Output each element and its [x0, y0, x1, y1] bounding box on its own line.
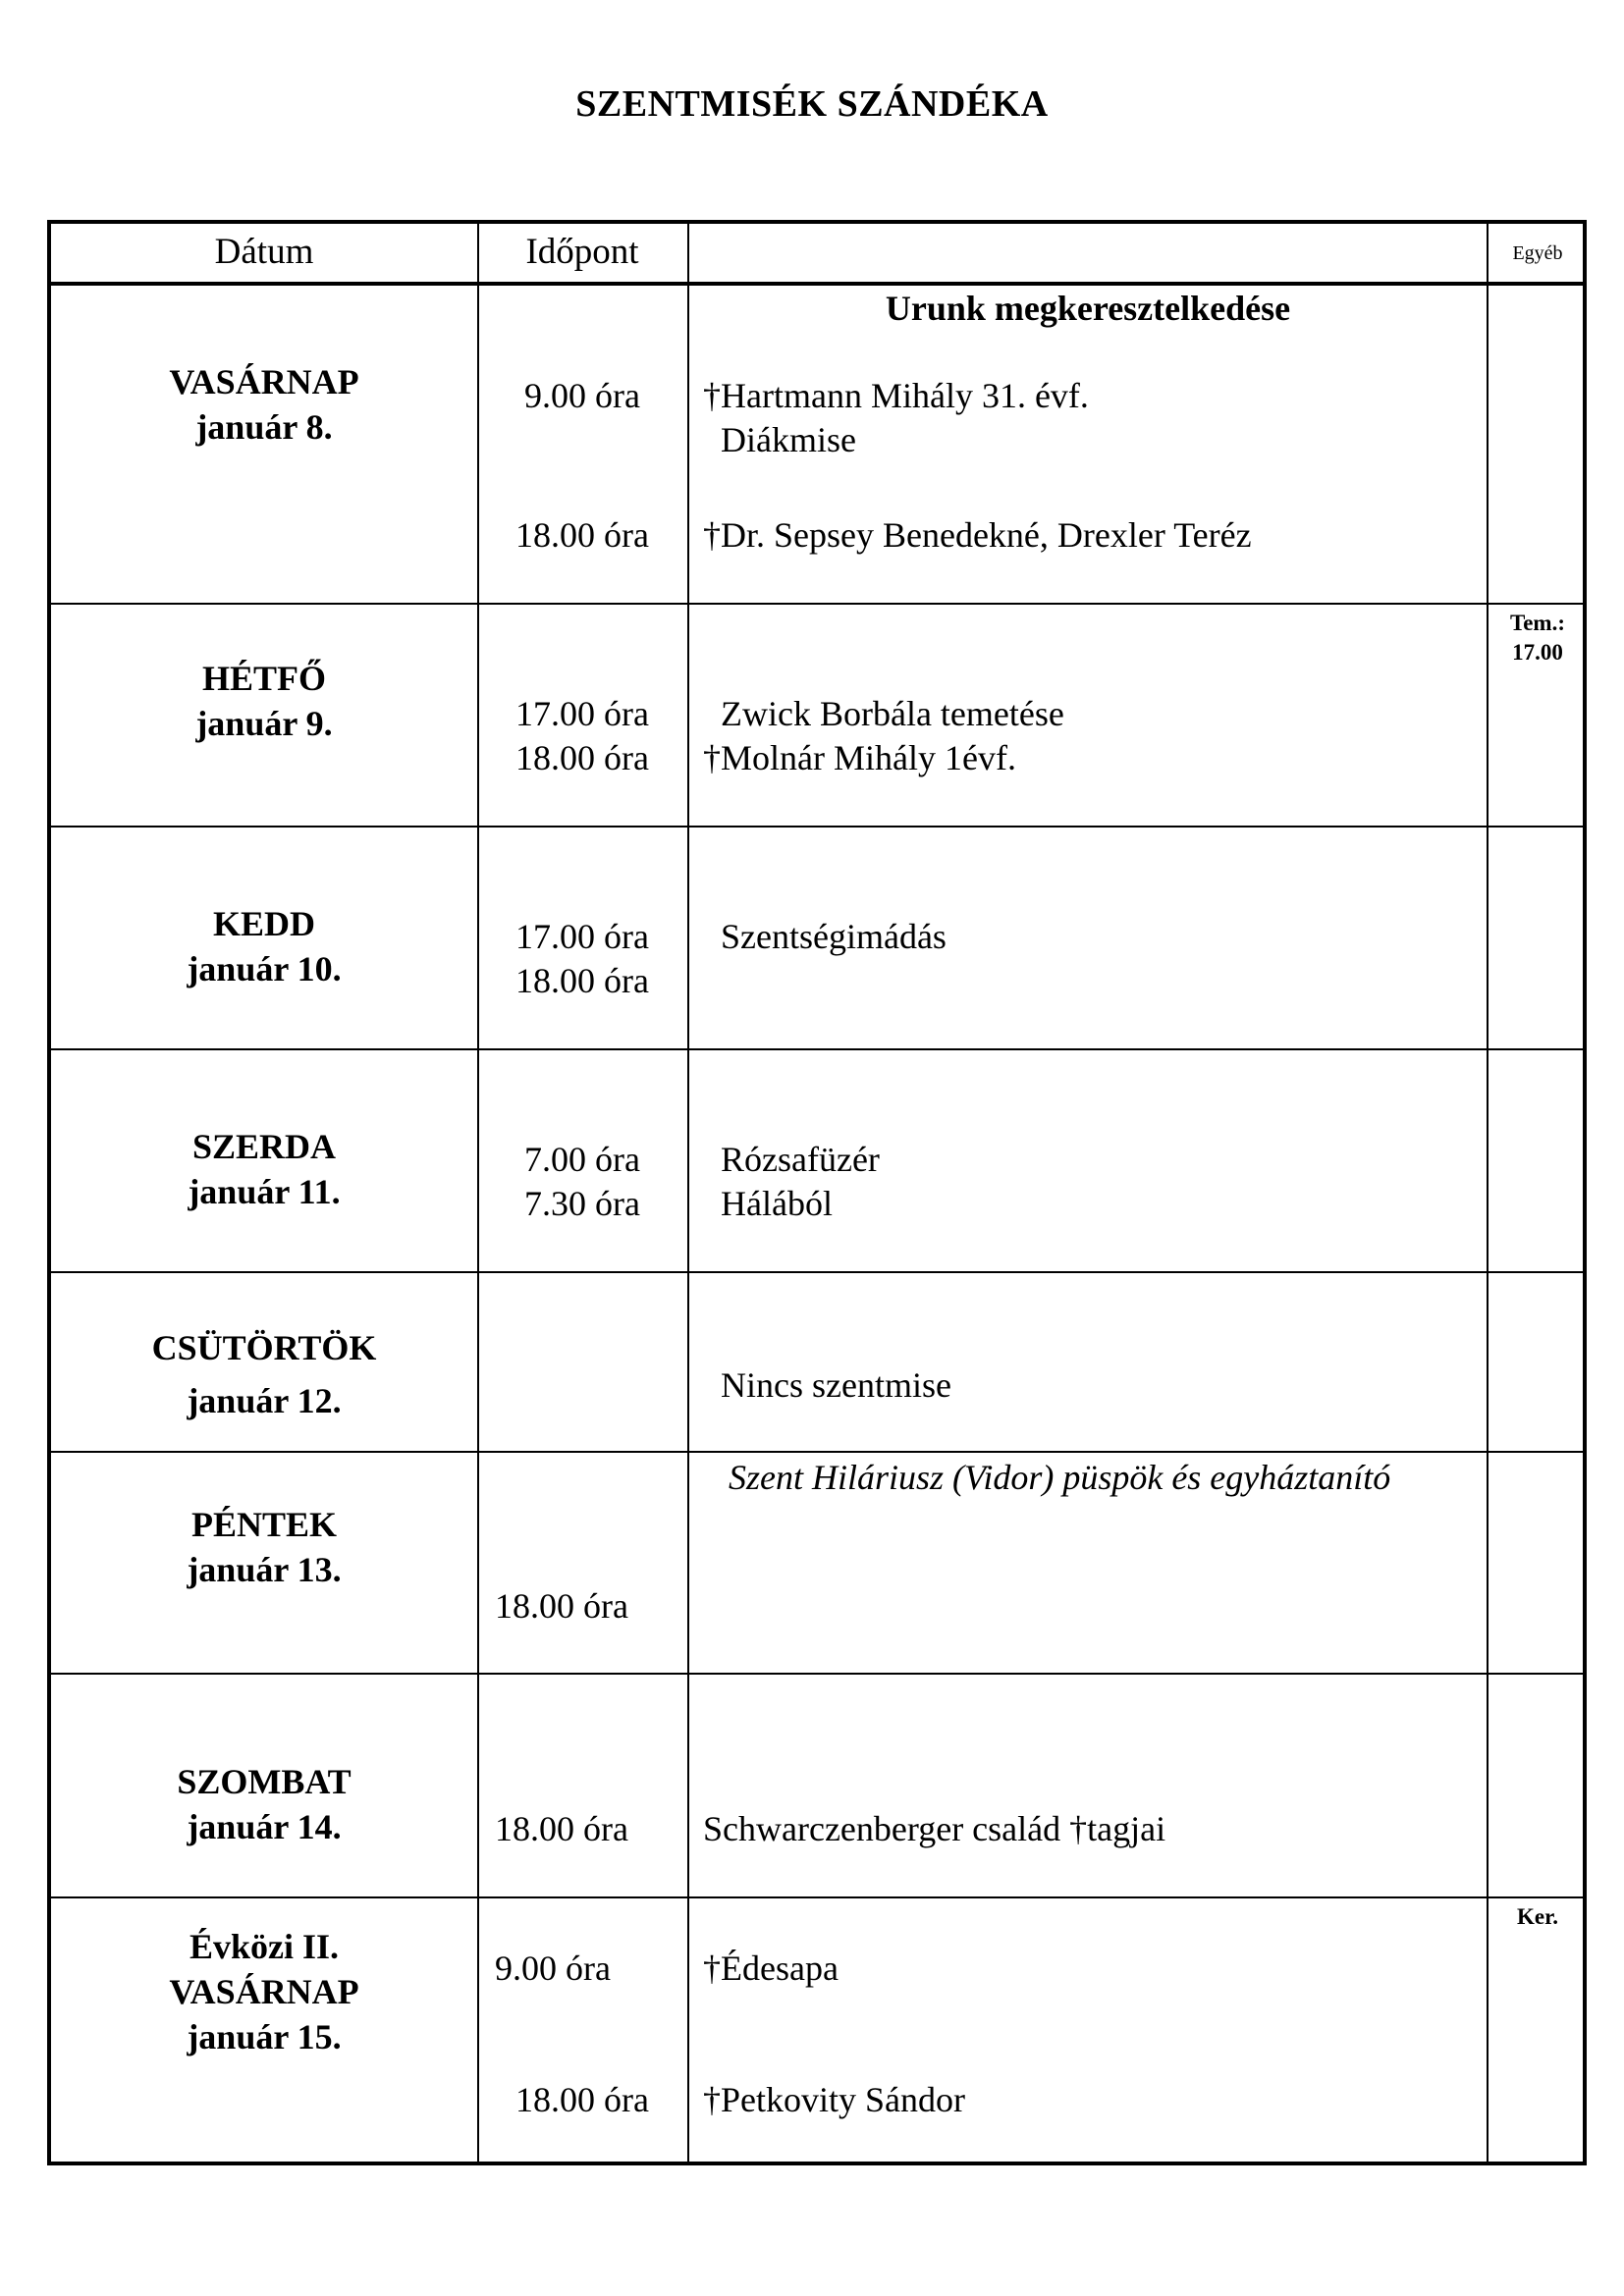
row-intention: Diákmise [721, 420, 856, 459]
row-day: VASÁRNAP [169, 362, 359, 401]
row-time: 7.30 óra [524, 1184, 640, 1223]
row-day: HÉTFŐ [201, 659, 327, 698]
row-time: 18.00 óra [515, 2080, 649, 2119]
row-other-label: Tem.: [1509, 611, 1565, 635]
mass-schedule-table [47, 220, 1587, 2165]
row-day-line1: Évközi II. [189, 1927, 340, 1966]
row-date: január 10. [187, 949, 342, 988]
row-intention: Zwick Borbála temetése [721, 694, 1064, 733]
row-date: január 8. [195, 407, 333, 447]
row-day: SZOMBAT [177, 1762, 352, 1801]
row-divider [51, 1451, 1583, 1453]
row-time: 17.00 óra [515, 917, 649, 956]
row-divider [51, 603, 1583, 605]
row-intention: †Petkovity Sándor [703, 2080, 965, 2119]
row-intention: †Édesapa [703, 1949, 839, 1988]
row-intention: †Molnár Mihály 1évf. [703, 738, 1016, 777]
row-feast: Szent Hiláriusz (Vidor) püspök és egyháztanító [729, 1458, 1391, 1497]
row-divider [51, 1048, 1583, 1050]
row-day: PÉNTEK [190, 1505, 338, 1544]
row-date: január 13. [187, 1550, 342, 1589]
row-time: 9.00 óra [495, 1949, 611, 1988]
row-time: 17.00 óra [515, 694, 649, 733]
row-date: január 9. [195, 704, 333, 743]
row-intention: Szentségimádás [721, 917, 947, 956]
row-intention: Schwarczenberger család †tagjai [703, 1809, 1166, 1848]
row-date: január 15. [187, 2017, 342, 2056]
row-intention: †Hartmann Mihály 31. évf. [703, 376, 1089, 415]
header-date: Dátum [214, 232, 314, 272]
row-time: 18.00 óra [515, 738, 649, 777]
row-day: SZERDA [191, 1127, 337, 1166]
header-time: Időpont [525, 232, 639, 272]
row-divider [51, 1896, 1583, 1898]
row-date: január 11. [188, 1172, 341, 1211]
row-time: 18.00 óra [495, 1586, 628, 1626]
row-time: 18.00 óra [495, 1809, 628, 1848]
row-divider [51, 1271, 1583, 1273]
row-date: január 14. [187, 1807, 342, 1846]
row-date: január 12. [187, 1381, 342, 1420]
row-time: 9.00 óra [524, 376, 640, 415]
row-time: 18.00 óra [515, 961, 649, 1000]
row-other-time: 17.00 [1512, 640, 1563, 665]
row-intention: Rózsafüzér [721, 1140, 880, 1179]
row-day: KEDD [212, 904, 315, 943]
row-intention: Nincs szentmise [721, 1365, 951, 1405]
column-divider [1487, 224, 1489, 2162]
row-time: 18.00 óra [515, 515, 649, 555]
row-feast: Urunk megkeresztelkedése [885, 289, 1291, 328]
row-time: 7.00 óra [524, 1140, 640, 1179]
row-intention: Hálából [721, 1184, 833, 1223]
row-other: Ker. [1517, 1904, 1558, 1929]
row-divider [51, 826, 1583, 828]
row-day-line2: VASÁRNAP [169, 1972, 359, 2011]
header-other: Egyéb [1512, 242, 1563, 264]
row-day: CSÜTÖRTÖK [151, 1328, 377, 1367]
page-title: SZENTMISÉK SZÁNDÉKA [575, 83, 1049, 125]
row-divider [51, 1673, 1583, 1675]
row-intention: †Dr. Sepsey Benedekné, Drexler Teréz [703, 515, 1252, 555]
column-divider [687, 224, 689, 2162]
